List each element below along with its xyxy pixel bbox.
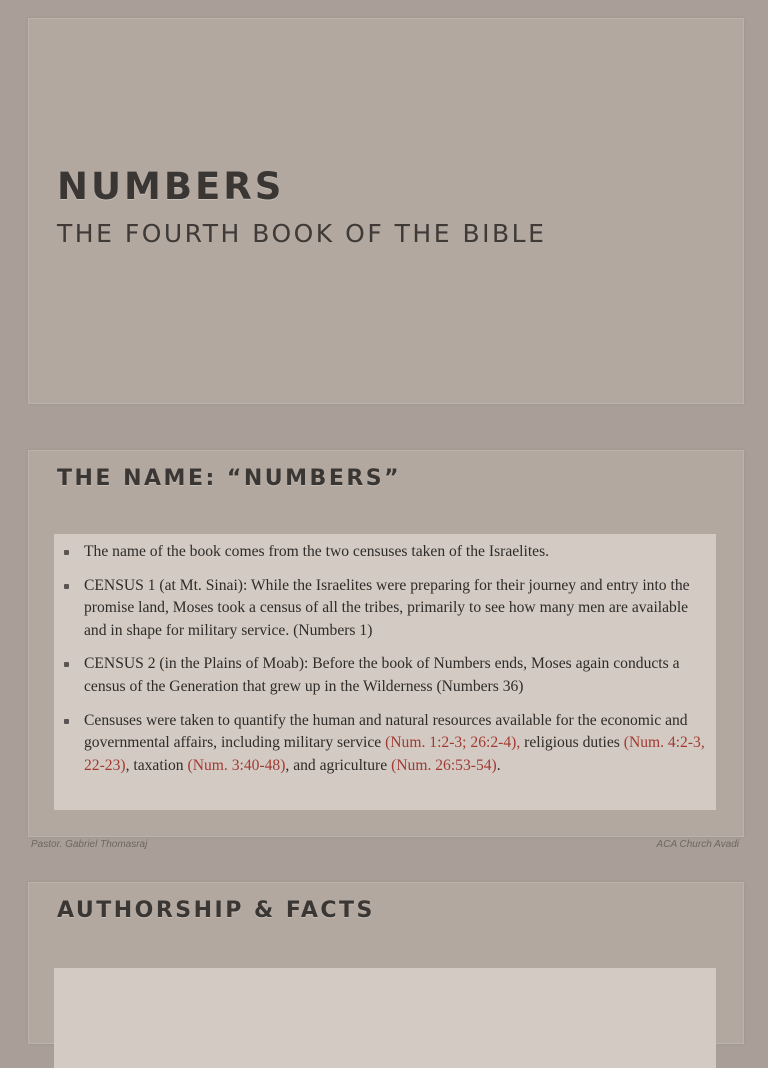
- bullet-icon: [64, 550, 69, 555]
- bullet-text: , and agriculture: [285, 756, 392, 774]
- bullet-list: [54, 534, 716, 777]
- name-slide: [28, 450, 744, 850]
- bullet-text: CENSUS 1 (at Mt. Sinai): While the Israelites were preparing for their journey and entry into the promise land, Moses took a census of all the tribes, primarily to see how many men are available and in shape for military service. (Numbers 1): [84, 576, 690, 639]
- content-box: [54, 968, 716, 1068]
- section-title-name: THE NAME: “NUMBERS”: [57, 466, 402, 491]
- scripture-reference: (Num. 1:2-3; 26:2-4),: [385, 734, 521, 752]
- bullet-icon: [64, 662, 69, 667]
- bullet-text: .: [496, 756, 501, 774]
- bullet-text: The name of the book comes from the two censuses taken of the Israelites.: [84, 543, 550, 560]
- scripture-reference: (Num. 4:2-3, 22-23): [84, 734, 705, 774]
- scripture-reference: (Num. 26:53-54): [391, 756, 497, 774]
- bullet-item: [84, 575, 706, 643]
- bullet-item: [84, 710, 706, 778]
- title-slide: [28, 18, 744, 404]
- footer-author: Pastor. Gabriel Thomasraj: [31, 839, 148, 850]
- authorship-slide: [28, 882, 744, 1044]
- bullet-item: [84, 541, 706, 564]
- bullet-text: religious duties: [520, 734, 624, 752]
- bullet-text: Censuses were taken to quantify the human and natural resources available for the economic and governmental affairs, including military service: [84, 711, 688, 752]
- bullet-text: , taxation: [125, 756, 188, 774]
- section-title-authorship: AUTHORSHIP & FACTS: [57, 898, 375, 923]
- book-title: NUMBERS: [57, 165, 285, 208]
- footer-church: ACA Church Avadi: [656, 839, 739, 850]
- content-box: [54, 534, 716, 810]
- scripture-reference: (Num. 3:40-48): [187, 756, 286, 774]
- bullet-icon: [64, 584, 69, 589]
- book-subtitle: THE FOURTH BOOK OF THE BIBLE: [57, 219, 547, 248]
- bullet-text: CENSUS 2 (in the Plains of Moab): Before the book of Numbers ends, Moses again conducts a census of the Generation that grew up in the Wilderness (Numbers 36): [84, 655, 680, 695]
- bullet-item: [84, 653, 706, 698]
- bullet-icon: [64, 719, 69, 724]
